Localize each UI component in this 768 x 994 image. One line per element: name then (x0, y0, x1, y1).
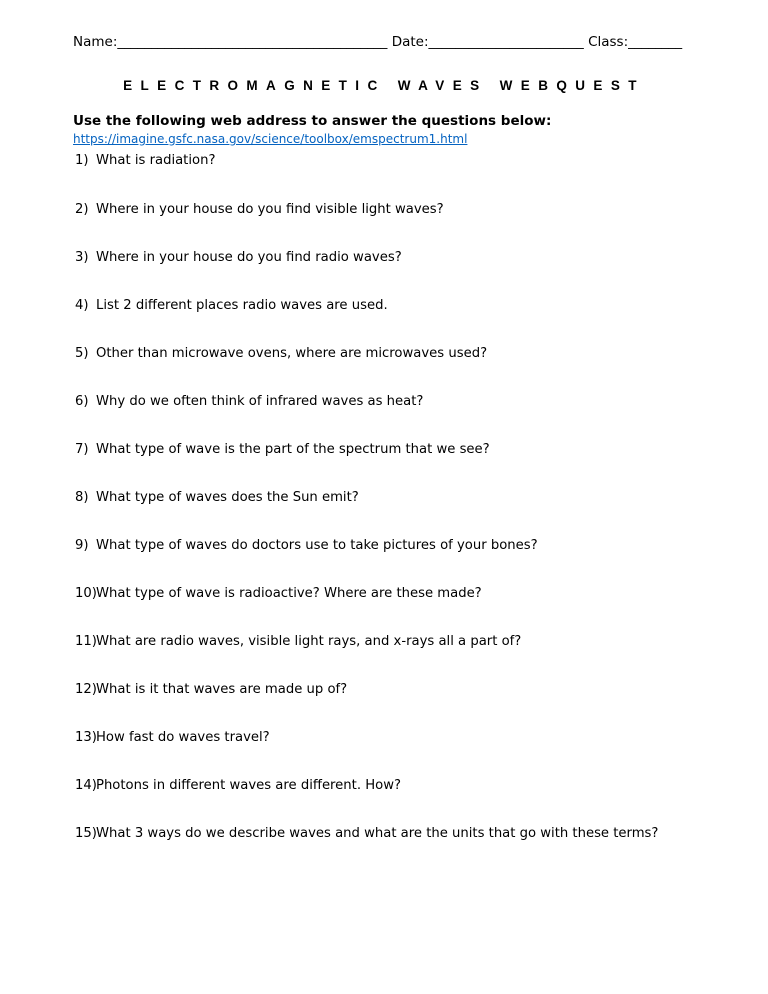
question-number: 10) (75, 586, 97, 601)
question-number: 9) (75, 538, 89, 553)
question-number: 14) (75, 778, 97, 793)
question-item (75, 825, 658, 843)
instruction-text: Use the following web address to answer the questions below: (73, 113, 552, 129)
question-number: 2) (75, 202, 89, 217)
question-text: Photons in different waves are different. How? (96, 778, 401, 793)
question-text: How fast do waves travel? (96, 730, 270, 745)
question-text: Why do we often think of infrared waves as heat? (96, 394, 424, 409)
date-field-label: Date:_______________________ (391, 34, 584, 50)
question-number: 4) (75, 298, 89, 313)
question-item (75, 249, 402, 267)
resource-link[interactable]: https://imagine.gsfc.nasa.gov/science/toolbox/emspectrum1.html (73, 132, 468, 146)
question-text: List 2 different places radio waves are used. (96, 298, 388, 313)
question-number: 8) (75, 490, 89, 505)
question-text: Where in your house do you find visible light waves? (96, 202, 444, 217)
question-item (75, 297, 388, 315)
class-field-label: Class:________ (588, 34, 683, 50)
question-text: What is it that waves are made up of? (96, 682, 348, 697)
question-number: 7) (75, 442, 89, 457)
question-item (75, 729, 270, 747)
question-text: What 3 ways do we describe waves and what are the units that go with these terms? (96, 826, 659, 841)
question-item (75, 201, 444, 219)
question-item (75, 537, 538, 555)
question-item (75, 441, 490, 459)
question-number: 11) (75, 634, 97, 649)
page-title: ELECTROMAGNETIC WAVES WEBQUEST (123, 78, 645, 93)
question-text: What are radio waves, visible light rays, and x-rays all a part of? (96, 634, 522, 649)
question-text: What type of waves does the Sun emit? (96, 490, 359, 505)
question-number: 3) (75, 250, 89, 265)
question-item (75, 585, 482, 603)
question-text: Other than microwave ovens, where are microwaves used? (96, 346, 488, 361)
question-number: 15) (75, 826, 97, 841)
question-text: Where in your house do you find radio waves? (96, 250, 402, 265)
question-number: 5) (75, 346, 89, 361)
question-item (75, 633, 521, 651)
question-number: 12) (75, 682, 97, 697)
name-field-label: Name:________________________________________ (73, 34, 388, 50)
question-text: What type of wave is radioactive? Where are these made? (96, 586, 482, 601)
question-item (75, 489, 359, 507)
question-number: 1) (75, 153, 89, 168)
question-text: What type of waves do doctors use to take pictures of your bones? (96, 538, 538, 553)
header-line (73, 33, 707, 51)
question-item (75, 345, 487, 363)
question-number: 13) (75, 730, 97, 745)
question-item (75, 681, 347, 699)
question-item (75, 777, 401, 795)
question-item (75, 152, 215, 170)
question-text: What type of wave is the part of the spectrum that we see? (96, 442, 490, 457)
question-text: What is radiation? (96, 153, 216, 168)
question-item (75, 393, 423, 411)
question-number: 6) (75, 394, 89, 409)
